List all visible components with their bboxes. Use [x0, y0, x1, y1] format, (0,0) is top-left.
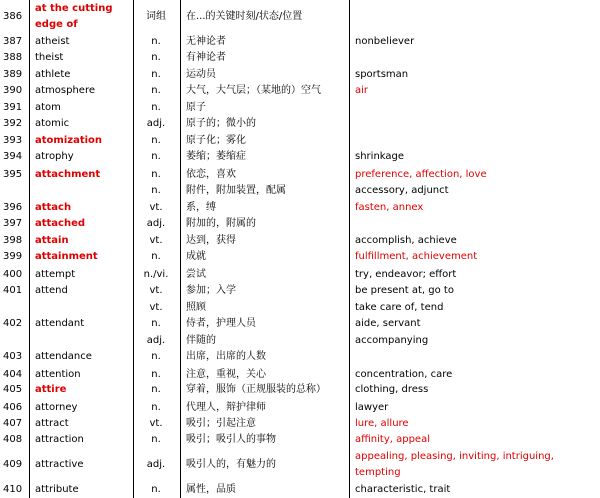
- entry-number: 389: [3, 68, 23, 80]
- part-of-speech: n.: [151, 85, 161, 96]
- headword: attempt: [35, 268, 76, 280]
- part-of-speech: vt.: [149, 234, 163, 246]
- part-of-speech: vt.: [149, 285, 163, 296]
- part-of-speech: n.: [151, 434, 161, 445]
- entry-number: 401: [3, 285, 23, 296]
- headword: attachment: [35, 168, 101, 180]
- table-row: [0, 232, 600, 249]
- headword: atmosphere: [35, 85, 95, 96]
- part-of-speech: n.: [151, 134, 161, 146]
- synonyms: try, endeavor; effort: [355, 268, 457, 280]
- headword: attached: [35, 218, 86, 229]
- entry-number: 403: [3, 351, 23, 362]
- part-of-speech: n.: [151, 401, 161, 413]
- chinese-definition: 附加的，附属的: [186, 218, 256, 229]
- entry-number: [3, 299, 29, 316]
- chinese-definition: 在...的关键时刻/状态/位置: [186, 10, 303, 22]
- synonyms: air: [355, 85, 369, 96]
- headword: atomic: [35, 118, 70, 129]
- headword: athlete: [35, 68, 71, 80]
- synonyms: clothing, dress: [355, 384, 429, 395]
- table-row: [0, 33, 600, 50]
- headword: atom: [35, 101, 61, 113]
- entry-number: 402: [3, 318, 23, 329]
- part-of-speech: n.: [151, 101, 161, 113]
- chinese-definition: 出席，出席的人数: [186, 351, 266, 362]
- synonyms: accessory, adjunct: [355, 185, 449, 196]
- entry-number: 388: [3, 52, 23, 63]
- chinese-definition: 有神论者: [186, 52, 226, 63]
- entry-number: 409: [3, 458, 23, 470]
- part-of-speech: n.: [151, 68, 161, 80]
- entry-number: 392: [3, 118, 23, 129]
- synonyms: appealing, pleasing, inviting, intriguing, tempting: [355, 450, 554, 478]
- table-row: [0, 283, 600, 299]
- headword: attainment: [35, 251, 98, 262]
- chinese-definition: 萎缩；萎缩症: [186, 151, 246, 162]
- table-row: [0, 83, 600, 99]
- headword: attractive: [35, 458, 84, 470]
- headword: attire: [35, 384, 67, 395]
- part-of-speech: n.: [151, 52, 161, 63]
- table-row: [0, 332, 600, 349]
- synonyms: [355, 216, 595, 232]
- entry-number: 394: [3, 151, 23, 162]
- headword: [35, 299, 135, 316]
- synonyms: lawyer: [355, 401, 389, 413]
- chinese-definition: 穿着，服饰（正规服装的总称）: [186, 384, 326, 395]
- entry-number: 410: [3, 483, 23, 495]
- synonyms: [355, 0, 595, 33]
- entry-number: 395: [3, 168, 23, 180]
- headword: [35, 183, 135, 199]
- synonyms: characteristic, trait: [355, 483, 451, 495]
- chinese-definition: 附件，附加装置，配属: [186, 185, 286, 196]
- headword: attend: [35, 285, 68, 296]
- table-row: [0, 183, 600, 199]
- entry-number: 397: [3, 218, 23, 229]
- part-of-speech: n.: [151, 384, 161, 395]
- table-row: [0, 299, 600, 316]
- part-of-speech: n.: [151, 168, 161, 180]
- headword: attention: [35, 368, 81, 380]
- entry-number: 400: [3, 268, 23, 280]
- part-of-speech: n.: [151, 251, 161, 262]
- entry-number: 406: [3, 401, 23, 413]
- part-of-speech: adj.: [146, 118, 166, 129]
- chinese-definition: 参加；入学: [186, 285, 236, 296]
- headword: [35, 332, 135, 349]
- chinese-definition: 达到，获得: [186, 234, 236, 246]
- part-of-speech: n./vi.: [143, 268, 169, 280]
- table-row: [0, 481, 600, 498]
- synonyms: concentration, care: [355, 368, 453, 380]
- part-of-speech: n.: [151, 318, 161, 329]
- synonyms: fulfillment, achievement: [355, 251, 478, 262]
- synonyms: take care of, tend: [355, 301, 444, 313]
- headword: atomization: [35, 134, 103, 146]
- headword: attribute: [35, 483, 79, 495]
- chinese-definition: 代理人，辩护律师: [186, 401, 266, 413]
- table-row: [0, 382, 600, 398]
- chinese-definition: 运动员: [186, 68, 216, 80]
- entry-number: 399: [3, 251, 23, 262]
- table-row: [0, 448, 600, 481]
- headword: attraction: [35, 434, 84, 445]
- chinese-definition: 吸引；引起注意: [186, 417, 256, 429]
- synonyms: [355, 50, 595, 66]
- table-row: [0, 99, 600, 116]
- chinese-definition: 注意，重视，关心: [186, 368, 266, 380]
- chinese-definition: 依恋，喜欢: [186, 168, 236, 180]
- table-row: [0, 266, 600, 283]
- synonyms: sportsman: [355, 68, 409, 80]
- headword: theist: [35, 52, 64, 63]
- table-row: [0, 349, 600, 365]
- entry-number: 387: [3, 35, 23, 47]
- part-of-speech: n.: [151, 368, 161, 380]
- part-of-speech: adj.: [146, 458, 166, 470]
- chinese-definition: 吸引人的，有魅力的: [186, 458, 276, 470]
- table-row: [0, 432, 600, 448]
- table-row: [0, 50, 600, 66]
- synonyms: affinity, appeal: [355, 434, 430, 445]
- part-of-speech: n.: [151, 35, 161, 47]
- synonyms: preference, affection, love: [355, 168, 487, 180]
- table-row: [0, 366, 600, 383]
- entry-number: 393: [3, 134, 23, 146]
- synonyms: be present at, go to: [355, 285, 454, 296]
- part-of-speech: vt.: [149, 417, 163, 429]
- entry-number: 408: [3, 434, 23, 445]
- headword: attendant: [35, 318, 85, 329]
- headword: atheist: [35, 35, 70, 47]
- synonyms: nonbeliever: [355, 35, 415, 47]
- table-row: [0, 66, 600, 83]
- synonyms: accompanying: [355, 334, 429, 346]
- synonyms: shrinkage: [355, 151, 405, 162]
- entry-number: 391: [3, 101, 23, 113]
- chinese-definition: 无神论者: [186, 35, 226, 47]
- synonyms: accomplish, achieve: [355, 234, 457, 246]
- headword: atrophy: [35, 151, 74, 162]
- table-row: [0, 132, 600, 149]
- table-row: [0, 149, 600, 165]
- synonyms: [355, 349, 595, 365]
- chinese-definition: 原子: [186, 101, 206, 113]
- chinese-definition: 伴随的: [186, 334, 216, 346]
- part-of-speech: adj.: [146, 218, 166, 229]
- chinese-definition: 系，缚: [186, 201, 216, 213]
- chinese-definition: 成就: [186, 251, 206, 262]
- table-row: [0, 0, 600, 33]
- entry-number: 386: [3, 10, 23, 22]
- table-row: [0, 415, 600, 432]
- entry-number: [3, 183, 29, 199]
- headword: at the cutting edge of: [35, 2, 113, 30]
- chinese-definition: 大气，大气层；（某地的）空气: [186, 85, 321, 96]
- entry-number: [3, 332, 29, 349]
- chinese-definition: 属性，品质: [186, 483, 236, 495]
- chinese-definition: 吸引；吸引人的事物: [186, 434, 276, 445]
- chinese-definition: 照顾: [186, 301, 206, 313]
- headword: attach: [35, 201, 72, 213]
- table-row: [0, 199, 600, 216]
- chinese-definition: 原子的；微小的: [186, 118, 256, 129]
- headword: attorney: [35, 401, 78, 413]
- entry-number: 390: [3, 85, 23, 96]
- table-row: [0, 316, 600, 332]
- headword: attract: [35, 417, 69, 429]
- entry-number: 405: [3, 384, 23, 395]
- part-of-speech: adj.: [146, 334, 166, 346]
- synonyms: [355, 132, 595, 149]
- synonyms: aide, servant: [355, 318, 421, 329]
- table-row: [0, 249, 600, 265]
- chinese-definition: 尝试: [186, 268, 206, 280]
- headword: attain: [35, 234, 69, 246]
- chinese-definition: 侍者，护理人员: [186, 318, 256, 329]
- part-of-speech: vt.: [149, 301, 163, 313]
- table-row: [0, 166, 600, 183]
- synonyms: [355, 99, 595, 116]
- part-of-speech: n.: [151, 351, 161, 362]
- part-of-speech: n.: [151, 483, 161, 495]
- part-of-speech: 词组: [146, 10, 166, 22]
- synonyms: fasten, annex: [355, 201, 424, 213]
- entry-number: 398: [3, 234, 23, 246]
- part-of-speech: n.: [151, 151, 161, 162]
- headword: attendance: [35, 351, 92, 362]
- chinese-definition: 原子化；雾化: [186, 134, 246, 146]
- part-of-speech: vt.: [149, 201, 163, 213]
- part-of-speech: n.: [151, 185, 161, 196]
- table-row: [0, 116, 600, 132]
- entry-number: 396: [3, 201, 23, 213]
- table-row: [0, 216, 600, 232]
- synonyms: [355, 116, 595, 132]
- table-row: [0, 399, 600, 416]
- entry-number: 404: [3, 368, 23, 380]
- entry-number: 407: [3, 417, 23, 429]
- synonyms: lure, allure: [355, 417, 409, 429]
